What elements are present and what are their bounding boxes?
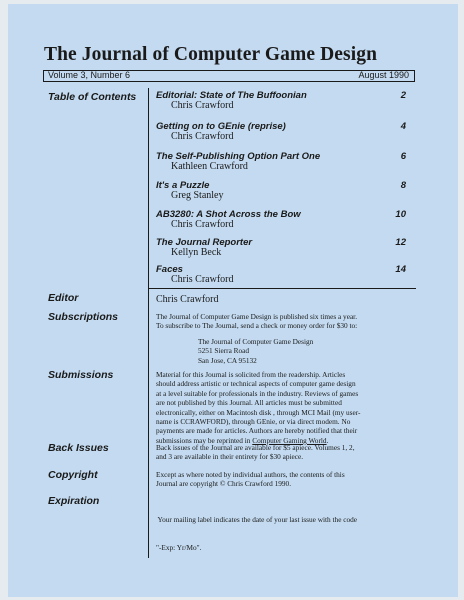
- toc-entry-title: Editorial: State of The Buffoonian: [156, 90, 307, 101]
- issue-bar: [43, 70, 415, 82]
- heading-subscriptions: Subscriptions: [48, 311, 119, 323]
- toc-entry-page: 4: [400, 121, 406, 132]
- heading-copyright: Copyright: [48, 469, 98, 481]
- text-line: Your mailing label indicates the date of your last issue with the code: [156, 514, 358, 524]
- editor-name: Chris Crawford: [156, 294, 219, 305]
- toc-entry-author: Chris Crawford: [171, 219, 234, 230]
- text-line: Back issues of the Journal are available for $5 apiece. Volumes 1, 2,: [156, 443, 355, 452]
- text-line: payments are made for articles. Authors are hereby notified that their: [156, 426, 358, 436]
- text-fragment: .: [326, 435, 329, 445]
- toc-entry-title: The Journal Reporter: [156, 237, 253, 248]
- expiration-text: [156, 496, 357, 571]
- toc-entry-title: AB3280: A Shot Across the Bow: [156, 209, 301, 220]
- heading-table-of-contents: Table of Contents: [48, 91, 137, 103]
- journal-page: [8, 4, 458, 597]
- subscriptions-text: [156, 312, 357, 331]
- toc-entry-page: 6: [400, 151, 406, 162]
- toc-entry-author: Chris Crawford: [171, 131, 234, 142]
- toc-entry-page: 14: [395, 264, 406, 275]
- toc-entry-page: 12: [395, 237, 406, 248]
- heading-back-issues: Back Issues: [48, 442, 109, 454]
- toc-entry-author: Chris Crawford: [171, 100, 234, 111]
- toc-entry-page: 10: [395, 209, 406, 220]
- submissions-text: [156, 370, 360, 445]
- copyright-text: [156, 470, 345, 489]
- issue-date: August 1990: [358, 70, 409, 80]
- toc-entry-title: The Self-Publishing Option Part One: [156, 151, 321, 162]
- text-fragment: submissions may be reprinted in: [156, 435, 253, 445]
- toc-entry-page: 8: [400, 180, 406, 191]
- address-line: 5251 Sierra Road: [198, 346, 250, 356]
- text-line: The Journal of Computer Game Design is published six times a year.: [156, 312, 358, 321]
- address-line: The Journal of Computer Game Design: [198, 337, 314, 346]
- text-line: electronically, either on Macintosh disk , through MCI Mail (my user-: [156, 407, 361, 417]
- toc-entry-author: Chris Crawford: [171, 274, 234, 285]
- back-issues-text: [156, 443, 355, 462]
- address-line: San Jose, CA 95132: [198, 355, 257, 365]
- text-line: To subscribe to The Journal, send a check or money order for $30 to:: [156, 321, 358, 331]
- toc-entry-author: Greg Stanley: [171, 190, 224, 201]
- toc-divider: [148, 288, 416, 289]
- text-line: "-Exp: Yr/Mo".: [156, 543, 202, 553]
- heading-expiration: Expiration: [48, 495, 100, 507]
- toc-entry-title: Getting on to GEnie (reprise): [156, 121, 286, 132]
- heading-submissions: Submissions: [48, 369, 114, 381]
- text-line: Except as where noted by individual authors, the contents of this: [156, 470, 345, 479]
- text-line: and 3 are available in their entirety for $30 apiece.: [156, 452, 304, 462]
- toc-entry-title: It's a Puzzle: [156, 180, 210, 191]
- text-line: Journal are copyright © Chris Crawford 1990.: [156, 479, 292, 489]
- text-line: are not published by this Journal. All articles must be submitted: [156, 398, 342, 408]
- toc-entry-page: 2: [400, 90, 406, 101]
- toc-entry-title: Faces: [156, 264, 183, 275]
- toc-entry-author: Kathleen Crawford: [171, 161, 248, 172]
- toc-entry-author: Kellyn Beck: [171, 247, 222, 258]
- text-line: Material for this Journal is solicited from the readership. Articles: [156, 370, 346, 379]
- journal-title: The Journal of Computer Game Design: [44, 44, 378, 65]
- heading-editor: Editor: [48, 292, 79, 304]
- mailing-address: [198, 337, 313, 365]
- text-line: at a level suitable for professionals in the industry. Reviews of games: [156, 388, 359, 398]
- text-line: name is CCRAWFORD), through GEnie, or via direct modem. No: [156, 417, 351, 427]
- column-divider: [148, 88, 149, 558]
- text-line: should address artistic or technical aspects of computer game design: [156, 379, 356, 389]
- publication-name: Computer Gaming World: [252, 435, 327, 445]
- issue-volume: Volume 3, Number 6: [48, 70, 131, 80]
